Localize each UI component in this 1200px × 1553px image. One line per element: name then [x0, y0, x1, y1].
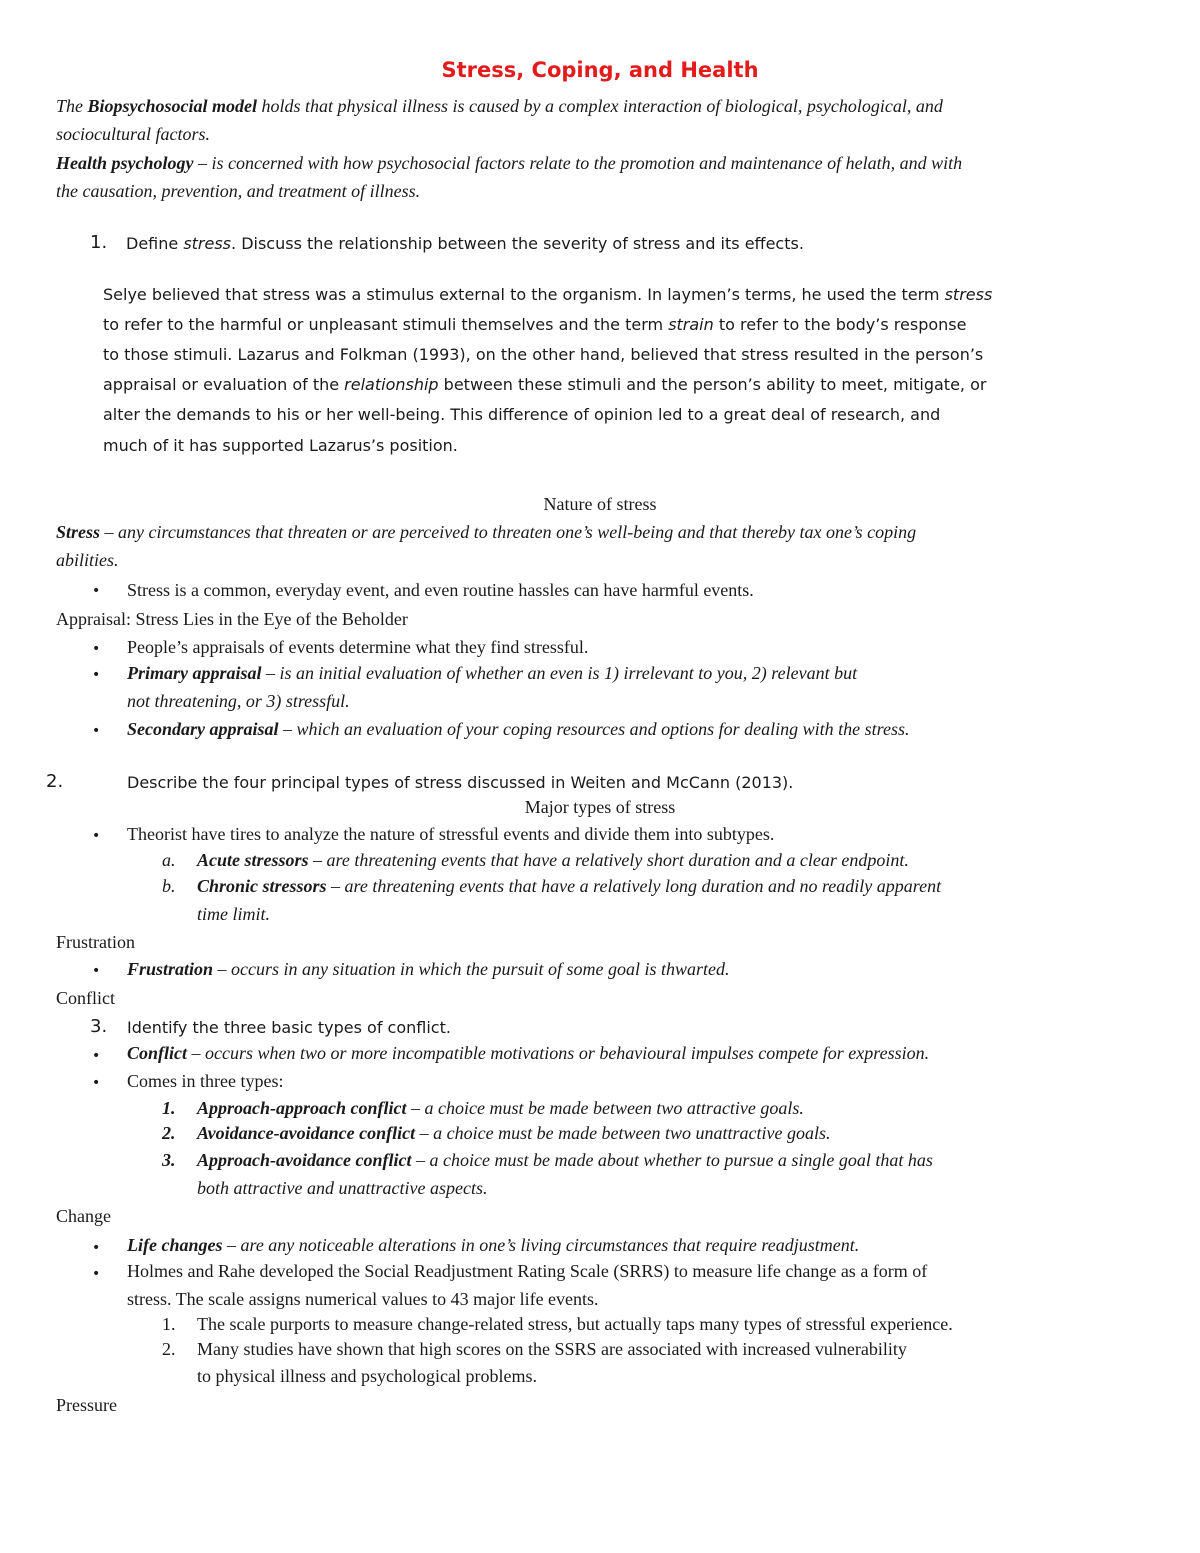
conflict-type-term: Avoidance-avoidance conflict: [197, 1123, 416, 1143]
health-term: Health psychology: [56, 153, 194, 173]
conflict-type-marker: 2.: [162, 1123, 176, 1143]
secondary-appraisal-term: Secondary appraisal: [127, 719, 279, 739]
answer-l1-term: stress: [944, 285, 993, 304]
life-changes-term: Life changes: [127, 1235, 223, 1255]
srrs-sub-2-line-2: to physical illness and psychological problems.: [197, 1366, 537, 1386]
bullet-icon: •: [92, 641, 101, 657]
major-types-heading: Major types of stress: [524, 797, 676, 817]
answer-line-6: much of it has supported Lazarus’s position.: [103, 436, 458, 455]
conflict-type-term: Approach-avoidance conflict: [197, 1150, 412, 1170]
q2-text: Describe the four principal types of stress discussed in Weiten and McCann (2013).: [127, 773, 794, 792]
health-text: – is concerned with how psychosocial factors relate to the promotion and maintenance of helath, and with: [193, 153, 963, 173]
answer-l2-term: strain: [668, 315, 714, 334]
primary-appraisal-line-2: not threatening, or 3) stressful.: [127, 691, 350, 711]
stress-def-line-1: [56, 522, 916, 543]
answer-line-3: to those stimuli. Lazarus and Folkman (1993), on the other hand, believed that stress resulted in the person’s: [103, 345, 984, 364]
answer-line-2: [103, 315, 966, 334]
answer-l1-text: Selye believed that stress was a stimulus external to the organism. In laymen’s terms, he used the term: [103, 285, 945, 304]
bullet-icon: •: [92, 1075, 101, 1091]
secondary-appraisal-text: – which an evaluation of your coping resources and options for dealing with the stress.: [278, 719, 910, 739]
stress-bullet-1: Stress is a common, everyday event, and even routine hassles can have harmful events.: [127, 580, 754, 600]
primary-appraisal-line-1: [127, 663, 857, 684]
conflict-type-3-line-2: both attractive and unattractive aspects.: [197, 1178, 488, 1198]
frustration-term: Frustration: [127, 959, 214, 979]
srrs-sub-1: The scale purports to measure change-related stress, but actually taps many types of stressful experience.: [197, 1314, 953, 1334]
chronic-stressors-line-2: time limit.: [197, 904, 270, 924]
stress-def-text: – any circumstances that threaten or are perceived to threaten one’s well-being and that thereby tax one’s coping: [100, 522, 917, 542]
conflict-type-text: – a choice must be made between two attractive goals.: [406, 1098, 804, 1118]
bullet-icon: •: [92, 583, 101, 599]
answer-line-1: [103, 285, 992, 304]
bullet-icon: •: [92, 723, 101, 739]
answer-l4-post: between these stimuli and the person’s ability to meet, mitigate, or: [438, 375, 987, 394]
answer-line-5: alter the demands to his or her well-being. This difference of opinion led to a great deal of research, and: [103, 405, 941, 424]
page-title: Stress, Coping, and Health: [441, 58, 759, 82]
answer-l4-term: relationship: [344, 375, 439, 394]
q1-number: 1.: [90, 232, 108, 253]
nature-heading: Nature of stress: [543, 494, 657, 514]
bullet-icon: •: [92, 963, 101, 979]
conflict-type-2: [197, 1123, 831, 1144]
bullet-icon: •: [92, 1048, 101, 1064]
q1-post: . Discuss the relationship between the severity of stress and its effects.: [231, 234, 804, 253]
conflict-term: Conflict: [127, 1043, 188, 1063]
conflict-type-1: [197, 1098, 804, 1119]
q1-text: [126, 234, 804, 253]
secondary-appraisal-line: [127, 719, 909, 740]
theorist-bullet: Theorist have tires to analyze the nature of stressful events and divide them into subtypes.: [127, 824, 775, 844]
frustration-def: [127, 959, 730, 980]
conflict-type-text: – a choice must be made between two unattractive goals.: [415, 1123, 831, 1143]
acute-marker: a.: [162, 850, 176, 870]
q2-number: 2.: [46, 771, 64, 792]
conflict-type-marker: 3.: [162, 1150, 176, 1170]
frustration-heading: Frustration: [56, 932, 135, 952]
answer-l2-post: to refer to the body’s response: [713, 315, 967, 334]
srrs-sub-2-line-1: Many studies have shown that high scores on the SSRS are associated with increased vulnerability: [197, 1339, 907, 1359]
answer-line-4: [103, 375, 986, 394]
srrs-line-2: stress. The scale assigns numerical values to 43 major life events.: [127, 1289, 599, 1309]
chronic-marker: b.: [162, 876, 176, 896]
health-line-2: the causation, prevention, and treatment of illness.: [56, 181, 421, 201]
chronic-stressors-line-1: [197, 876, 941, 897]
conflict-def: [127, 1043, 929, 1064]
conflict-heading: Conflict: [56, 988, 115, 1008]
biopsych-line-1: [56, 96, 943, 117]
q1-term: stress: [183, 234, 232, 253]
appraisal-bullet-1: People’s appraisals of events determine what they find stressful.: [127, 637, 589, 657]
srrs-sub-marker: 1.: [162, 1314, 176, 1334]
biopsych-pre: The: [56, 96, 88, 116]
primary-appraisal-text: – is an initial evaluation of whether an even is 1) irrelevant to you, 2) relevant but: [261, 663, 858, 683]
stress-term: Stress: [56, 522, 101, 542]
bullet-icon: •: [92, 828, 101, 844]
pressure-heading: Pressure: [56, 1395, 117, 1415]
conflict-text: – occurs when two or more incompatible motivations or behavioural impulses compete for expression.: [187, 1043, 930, 1063]
conflict-types-intro: Comes in three types:: [127, 1071, 284, 1091]
appraisal-heading: Appraisal: Stress Lies in the Eye of the Beholder: [56, 609, 408, 629]
bullet-icon: •: [92, 1266, 101, 1282]
health-line-1: [56, 153, 962, 174]
acute-term: Acute stressors: [197, 850, 309, 870]
acute-stressors-line: [197, 850, 909, 871]
life-changes-def: [127, 1235, 859, 1256]
srrs-sub-marker: 2.: [162, 1339, 176, 1359]
conflict-type-marker: 1.: [162, 1098, 176, 1118]
srrs-line-1: Holmes and Rahe developed the Social Readjustment Rating Scale (SRRS) to measure life change as a form of: [127, 1261, 928, 1281]
bullet-icon: •: [92, 1240, 101, 1256]
primary-appraisal-term: Primary appraisal: [127, 663, 262, 683]
conflict-type-term: Approach-approach conflict: [197, 1098, 407, 1118]
biopsych-line-2: sociocultural factors.: [56, 124, 210, 144]
biopsych-text: holds that physical illness is caused by a complex interaction of biological, psychological, and: [257, 96, 943, 116]
conflict-type-text: – a choice must be made about whether to pursue a single goal that has: [411, 1150, 933, 1170]
conflict-type-3: [197, 1150, 933, 1171]
acute-text: – are threatening events that have a relatively short duration and a clear endpoint.: [308, 850, 909, 870]
chronic-term: Chronic stressors: [197, 876, 327, 896]
change-heading: Change: [56, 1206, 111, 1226]
answer-l2-pre: to refer to the harmful or unpleasant stimuli themselves and the term: [103, 315, 669, 334]
life-changes-text: – are any noticeable alterations in one’s living circumstances that require readjustment.: [222, 1235, 860, 1255]
biopsych-term: Biopsychosocial model: [87, 96, 257, 116]
q3-text: Identify the three basic types of conflict.: [127, 1018, 451, 1037]
q1-pre: Define: [126, 234, 184, 253]
answer-l4-pre: appraisal or evaluation of the: [103, 375, 345, 394]
frustration-text: – occurs in any situation in which the pursuit of some goal is thwarted.: [213, 959, 730, 979]
q3-number: 3.: [90, 1016, 108, 1037]
bullet-icon: •: [92, 667, 101, 683]
stress-def-line-2: abilities.: [56, 550, 119, 570]
chronic-text: – are threatening events that have a relatively long duration and no readily apparent: [326, 876, 942, 896]
